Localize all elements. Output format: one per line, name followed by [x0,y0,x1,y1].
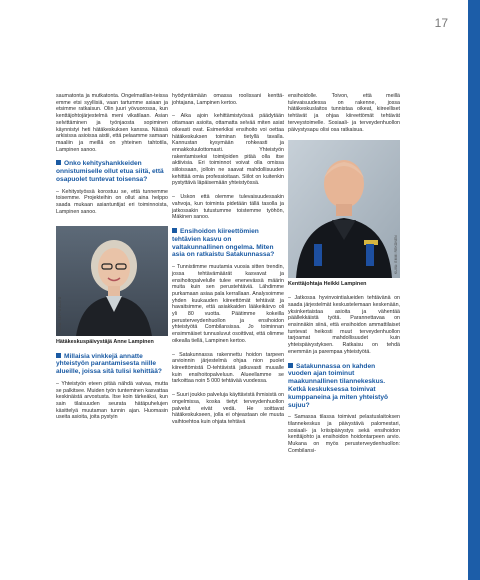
portrait-image [288,140,400,278]
square-bullet-icon [172,228,177,233]
portrait-photo-heikki [288,140,400,278]
column-left [56,93,168,428]
paragraph: – Jatkossa hyvinvointialueiden tehtävänä on saada järjestelmät keskustelemaan keskenään, yksinkertaistaa asioita ja vähentää päällekkäistä työtä. Parannettavaa on ensinnäkin siinä, että ensihoidon ammattilaiset tuntevat heikosti muut terveydenhuollon tarjoamat mahdollisuudet kuin yhteispäivystyksen. Ratkaisu on tehdä enemmän ja parempaa yhteistyötä. [288,295,400,355]
portrait-image [56,226,168,336]
paragraph: – Aika ajoin kehittämistyössä päädytään ottamaan asioita, ottamatta selvää miten asiat oikeasti ovat. Esimerkiksi ensihoito voi oettaa hätäkeskuksen toiminan tietyllä tavalla. Kannustan kysymään rohkeasti ja ennakkoluulottomasti. Yhteistyön rakentamiseksi toimijoiden pitää olla itse aktiivisia. Eri toiminnot voivat olla omissa siiloissaan, jolloin ne saavat mahdollisuuden kehittää omia professioitaan. Siilot on kuitenkin pystyttävä läpäisemään yhteistyössä. [172,113,284,187]
paragraph: – Samassa tilassa toimivat pelastuslaitoksen tilannekeskus ja päivystävä palomestari, sosiaali- ja kriisipäivystys sekä ensihoidon kenttäjohto ja ensihoidon hoidontarpeen arvio. Mukana on myös perusterveydenhuollon: Combilansi- [288,414,400,454]
side-accent-bar [468,0,480,580]
paragraph: – Suuri joukko palveluja käyttävistä ihmisistä on ongelmissa, koska tietyt terveydenhuollon palvelut eivät vedä. He soittavat hätäkeskukseen, jolla ei ohjeastaan ole muuta vaihtoehtoa kuin ohjata tehtävä [172,392,284,425]
page-number: 17 [434,16,448,30]
question-heading-text: Satakunnassa on kahden vuoden ajan toiminut maakunnallinen tilannekeskus. Ketkä keskuksessa toimivat kumppaneina ja miten yhteistyö sujuu? [288,362,389,409]
paragraph: ensihoidolle. Toivon, että meillä tulevaisuudessa on rakenne, jossa hätäkeskuslaitos tunnistaa oikeat, kiireelliset tehtävät ja ohjaa kiireettömät tehtävät terveystoimelle. Sosiaali- ja terveydenhuollon päivystysapu olisi osa ratkaisua. [288,93,400,133]
square-bullet-icon [56,353,61,358]
question-heading-text: Onko kehityshankkeiden onnistumiselle ollut etua siitä, että osapuolet tuntevat toisensa? [56,160,164,183]
question-heading [56,353,168,376]
column-middle [172,93,284,433]
square-bullet-icon [56,160,61,165]
photo-caption: Hätäkeskuspäivystäjä Anne Lampinen [56,338,154,345]
question-heading [56,160,168,183]
portrait-photo-anne [56,226,168,336]
paragraph: – Satakunnassa rakennettu hoidon tarpeen arvioinnin järjestelmä ohjaa nion puolet kiireettömistä D-tehtävistä jatkuvasti muualle kuin ensihoitopalveluun. Alueellamme se tarkoittaa noin 5 000 tehtävää vuodessa. [172,351,284,385]
photo-credit: KUVA: EMMI REKONEN [394,235,398,275]
paragraph: hyödyntämään omassa roolissani kenttä-johtajana, Lampinen kertoo. [172,93,284,106]
paragraph: saumatonta ja mutkatonta. Ongelmatilan-teissa emme etsi syyllisiä, vaan tartumme asiaan ja etsimme ratkaisun. Olin juuri yövuorossa, kun kenttäjohtojärjestelmä meni vikatilaan. Asian selvittäminen ja työnjaosta sopiminen käynnistyi heti hätäkeskuksen kanssa. Näissä arkisissa asioissa aistii, että pelaamme samaan maaliin ja meillä on yhteinen tahtotila, Lampinen sanoo. [56,93,168,153]
square-bullet-icon [288,363,293,368]
photo-credit: KUVA: SEPPO ALATO [58,296,62,332]
photo-caption: Kenttäjohtaja Heikki Lampinen [288,281,367,288]
question-heading-text: Millaisia vinkkejä annatte yhteistyön parantamisesta niille alueille, joissa sitä tulisi kehittää? [56,352,162,376]
paragraph: – Kehitystyössä korostuu se, että tunnemme toisemme. Projekteihin on ollut aina helppo saada mukaan asiantuntijat eri toiminnoista, Lampinen sanoo. [56,188,168,215]
column-right [288,93,400,462]
question-heading-text: Ensihoidon kiireettömien tehtävien kasvu on valtakunnallinen ongelma. Miten asia on ratkaistu Satakunnassa? [172,227,275,259]
paragraph: – Tunnistimme muutamia vuosia sitten trendin, jossa tehtävämäärät kasvavat ja ensihoitopalvelulle tulee enenevässä määrin muita kuin sen perustehtäviä. Lähdimme purkamaan asiaa pala kerrallaan. Analysoimme yhden kuukauden kiireettömät tehtävät ja havaitsimme, että asiakkaiden lääkeikärvo oli yli 80 vuotta. Päätimme kokeilla perusterveydenhuollon ja ensihoidon yhteistyötä Combilansissa. Jo toiminnan ensimmäiset tunnusluvut osoittivat, että olimme oikealla tiellä, Lampinen kertoo. [172,264,284,344]
paragraph: – Yhteistyön eteen pitää nähdä vaivaa, mutta se palkitsee. Muiden työn tunteminen kasvattaa keskinäistä arvostusta. Itse koin tärkeäksi, kun sain tilaisuuden seurata hätäpuhelujen käsittelyä muutaman tunnin ajan. Huomasin useita asioita, joita pystyin [56,380,168,421]
question-heading [172,228,284,259]
paragraph: – Uskon että olemme tulevaisuudessakin vahvoja, kun toiminta pidetään tällä tasolla ja jatkossakin tutustumme toistemme työhön, Mäkinen sanoo. [172,194,284,221]
question-heading [288,363,400,410]
